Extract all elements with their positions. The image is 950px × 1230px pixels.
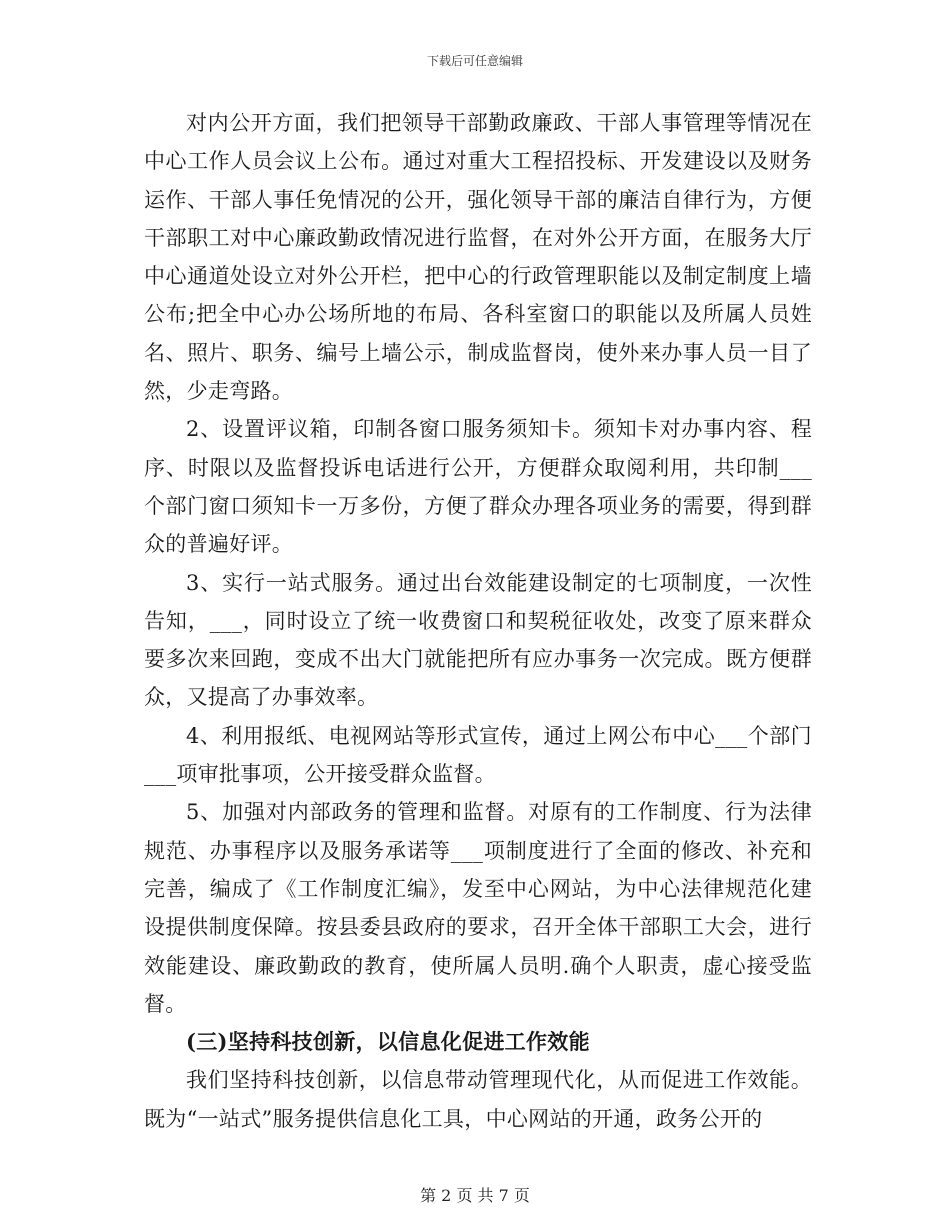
paragraph-item-2: 2、设置评议箱，印制各窗口服务须知卡。须知卡对办事内容、程序、时限以及监督投诉电话进行公开，方便群众取阅利用，共印制___个部门窗口须知卡一万多份，方便了群众办理各项业务的需要，得到群众的普遍好评。 — [144, 417, 812, 557]
section-heading-3: (三)坚持科技创新，以信息化促进工作效能 — [186, 1029, 590, 1055]
document-body — [144, 104, 812, 1138]
page-footer: 第 2 页 共 7 页 — [420, 1186, 530, 1205]
paragraph-tech-innovation: 我们坚持科技创新，以信息带动管理现代化，从而促进工作效能。既为“一站式”服务提供信息化工具，中心网站的开通，政务公开的 — [144, 1068, 812, 1131]
paragraph-item-5: 5、加强对内部政务的管理和监督。对原有的工作制度、行为法律规范、办事程序以及服务承诺等___项制度进行了全面的修改、补充和完善，编成了《工作制度汇编》，发至中心网站，为中心法律规范化建设提供制度保障。按县委县政府的要求，召开全体干部职工大会，进行效能建设、廉政勤政的教育，使所属人员明.确个人职责，虚心接受监督。 — [144, 800, 812, 1016]
paragraph-internal-disclosure: 对内公开方面，我们把领导干部勤政廉政、干部人事管理等情况在中心工作人员会议上公布。通过对重大工程招投标、开发建设以及财务运作、干部人事任免情况的公开，强化领导干部的廉洁自律行为，方便干部职工对中心廉政勤政情况进行监督，在对外公开方面，在服务大厅中心通道处设立对外公开栏，把中心的行政管理职能以及制定制度上墙公布;把全中心办公场所地的布局、各科室窗口的职能以及所属人员姓名、照片、职务、编号上墙公示，制成监督岗，使外来办事人员一目了然，少走弯路。 — [144, 111, 812, 404]
page-header: 下载后可任意编辑 — [426, 54, 523, 68]
paragraph-item-3: 3、实行一站式服务。通过出台效能建设制定的七项制度，一次性告知，___，同时设立了统一收费窗口和契税征收处，改变了原来群众要多次来回跑，变成不出大门就能把所有应办事务一次完成。既方便群众，又提高了办事效率。 — [144, 570, 812, 710]
paragraph-item-4: 4、利用报纸、电视网站等形式宣传，通过上网公布中心___个部门___项审批事项，公开接受群众监督。 — [144, 723, 812, 787]
